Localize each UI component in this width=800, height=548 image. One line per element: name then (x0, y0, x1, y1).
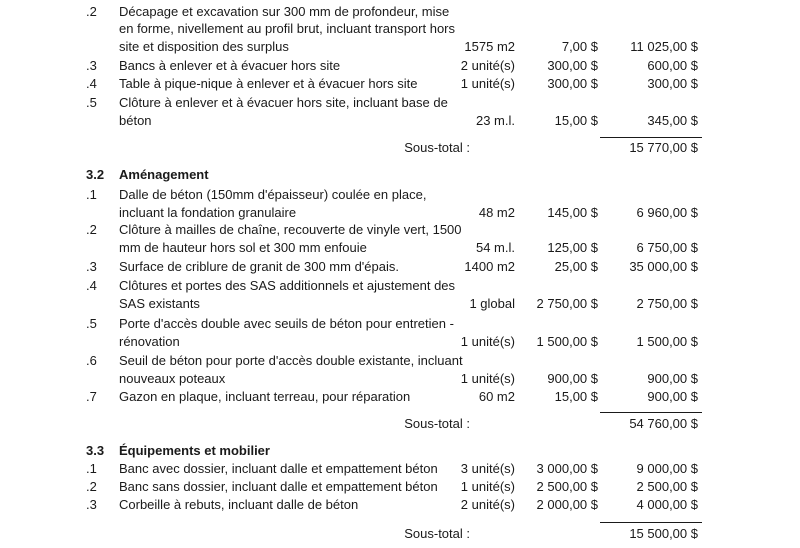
subtotal-value: 15 770,00 $ (629, 140, 698, 155)
item-quantity: 1 unité(s) (460, 334, 515, 349)
item-number: .5 (86, 95, 97, 110)
item-quantity: 1575 m2 (464, 39, 515, 54)
item-quantity: 1 unité(s) (460, 76, 515, 91)
section-number: 3.3 (86, 443, 105, 458)
section-title: Équipements et mobilier (119, 443, 270, 458)
item-description: Bancs à enlever et à évacuer hors site (119, 58, 341, 73)
item-number: .3 (86, 259, 97, 274)
item-quantity: 1 global (469, 296, 515, 311)
item-number: .5 (86, 316, 97, 331)
item-unit-price: 145,00 $ (547, 205, 598, 220)
item-number: .4 (86, 278, 97, 293)
item-unit-price: 900,00 $ (547, 371, 598, 386)
item-quantity: 2 unité(s) (460, 58, 515, 73)
item-description: Banc avec dossier, incluant dalle et empattement béton (119, 461, 438, 476)
item-quantity: 1400 m2 (464, 259, 515, 274)
item-unit-price: 2 750,00 $ (536, 296, 598, 311)
item-description: Gazon en plaque, incluant terreau, pour réparation (119, 389, 411, 404)
item-number: .2 (86, 222, 97, 237)
item-quantity: 1 unité(s) (460, 479, 515, 494)
item-unit-price: 3 000,00 $ (536, 461, 598, 476)
item-number: .1 (86, 461, 97, 476)
item-unit-price: 7,00 $ (561, 39, 598, 54)
item-unit-price: 1 500,00 $ (536, 334, 598, 349)
item-quantity: 3 unité(s) (460, 461, 515, 476)
item-number: .4 (86, 76, 97, 91)
item-total: 11 025,00 $ (630, 39, 698, 54)
item-total: 300,00 $ (647, 76, 698, 91)
subtotal-label: Sous-total : (404, 526, 470, 541)
item-total: 1 500,00 $ (636, 334, 698, 349)
item-quantity: 23 m.l. (475, 113, 515, 128)
item-unit-price: 25,00 $ (554, 259, 598, 274)
subtotal-value: 15 500,00 $ (629, 526, 698, 541)
item-unit-price: 15,00 $ (554, 113, 598, 128)
item-total: 2 750,00 $ (636, 296, 698, 311)
item-description: Banc sans dossier, incluant dalle et empattement béton (119, 479, 438, 494)
subtotal-rule (600, 522, 702, 523)
item-total: 6 960,00 $ (636, 205, 698, 220)
item-total: 35 000,00 $ (629, 259, 698, 274)
item-description: Corbeille à rebuts, incluant dalle de béton (119, 497, 359, 512)
subtotal-label: Sous-total : (404, 140, 470, 155)
section-number: 3.2 (86, 167, 105, 182)
item-quantity: 1 unité(s) (460, 371, 515, 386)
item-total: 2 500,00 $ (636, 479, 698, 494)
item-total: 345,00 $ (647, 113, 698, 128)
item-total: 6 750,00 $ (636, 240, 698, 255)
item-unit-price: 15,00 $ (554, 389, 598, 404)
item-unit-price: 300,00 $ (547, 76, 598, 91)
item-quantity: 48 m2 (478, 205, 515, 220)
item-total: 9 000,00 $ (636, 461, 698, 476)
item-unit-price: 300,00 $ (547, 58, 598, 73)
item-quantity: 60 m2 (478, 389, 515, 404)
section-title: Aménagement (119, 167, 209, 182)
item-total: 600,00 $ (647, 58, 698, 73)
item-total: 900,00 $ (647, 371, 698, 386)
subtotal-rule (600, 412, 702, 413)
item-number: .3 (86, 497, 97, 512)
item-quantity: 54 m.l. (475, 240, 515, 255)
document-page: .2 Décapage et excavation sur 300 mm de profondeur, mise en forme, nivellement au profil brut, incluant transport hors site et disposition des surplus 1575 m2 7,00 $ 11 025,00 $ .3 Bancs à enlever et à évacuer hors site 2 unité(s) 300,00 $ 600,00 $ .4 Table à pique-nique à enlever et à évacuer hors site 1 unité(s) 300,00 $ 300,00 $ .5 Clôture à enlever et à évacuer hors site, incluant base de béton 23 m.l. 15,00 $ 345,00 $ Sous-total : 15 770,00 $ 3.2 Aménagement .1 Dalle de béton (150mm d'épaisseur) coulée en place, incluant la fondation granulaire 48 m2 145,00 $ 6 960,00 $ .2 Clôture à mailles de chaîne, recouverte de vinyle vert, 1500 mm de hauteur hors sol et 300 mm enfouie 54 m.l. 125,00 $ 6 750,00 $ .3 Surface de criblure de granit de 300 mm d'épais. 1400 m2 25,00 $ 35 000,00 $ .4 Clôtures et portes des SAS additionnels et ajustement des SAS existants 1 global 2 750,00 $ 2 750,00 $ .5 Porte d'accès double avec seuils de béton pour entretien - rénovation 1 unité(s) 1 500,00 $ 1 500,00 $ .6 Seuil de béton pour porte d'accès double existante, incluant nouveaux poteaux 1 unité(s) 900,00 $ 900,00 $ .7 Gazon en plaque, incluant terreau, pour réparation 60 m2 15,00 $ 900,00 $ Sous-total : 54 760,00 $ 3.3 Équipements et mobilier .1 Banc avec dossier, incluant dalle et empattement béton 3 unité(s) 3 000,00 $ 9 000,00 $ .2 Banc sans dossier, incluant dalle et empattement béton 1 unité(s) 2 500,00 $ 2 500,00 $ .3 Corbeille à rebuts, incluant dalle de béton 2 unité(s) 2 000,00 $ 4 000,00 $ Sous-total : 15 500,00 $ (0, 0, 800, 548)
item-number: .1 (86, 187, 97, 202)
item-number: .3 (86, 58, 97, 73)
subtotal-rule (600, 137, 702, 138)
subtotal-value: 54 760,00 $ (629, 416, 698, 431)
item-number: .7 (86, 389, 97, 404)
item-number: .2 (86, 479, 97, 494)
item-unit-price: 125,00 $ (547, 240, 598, 255)
item-quantity: 2 unité(s) (460, 497, 515, 512)
subtotal-label: Sous-total : (404, 416, 470, 431)
item-description: Surface de criblure de granit de 300 mm d'épais. (119, 259, 399, 274)
item-number: .2 (86, 4, 97, 19)
item-total: 4 000,00 $ (636, 497, 698, 512)
item-description: Table à pique-nique à enlever et à évacuer hors site (119, 76, 418, 91)
item-unit-price: 2 500,00 $ (536, 479, 598, 494)
item-number: .6 (86, 353, 97, 368)
item-unit-price: 2 000,00 $ (536, 497, 598, 512)
item-total: 900,00 $ (647, 389, 698, 404)
